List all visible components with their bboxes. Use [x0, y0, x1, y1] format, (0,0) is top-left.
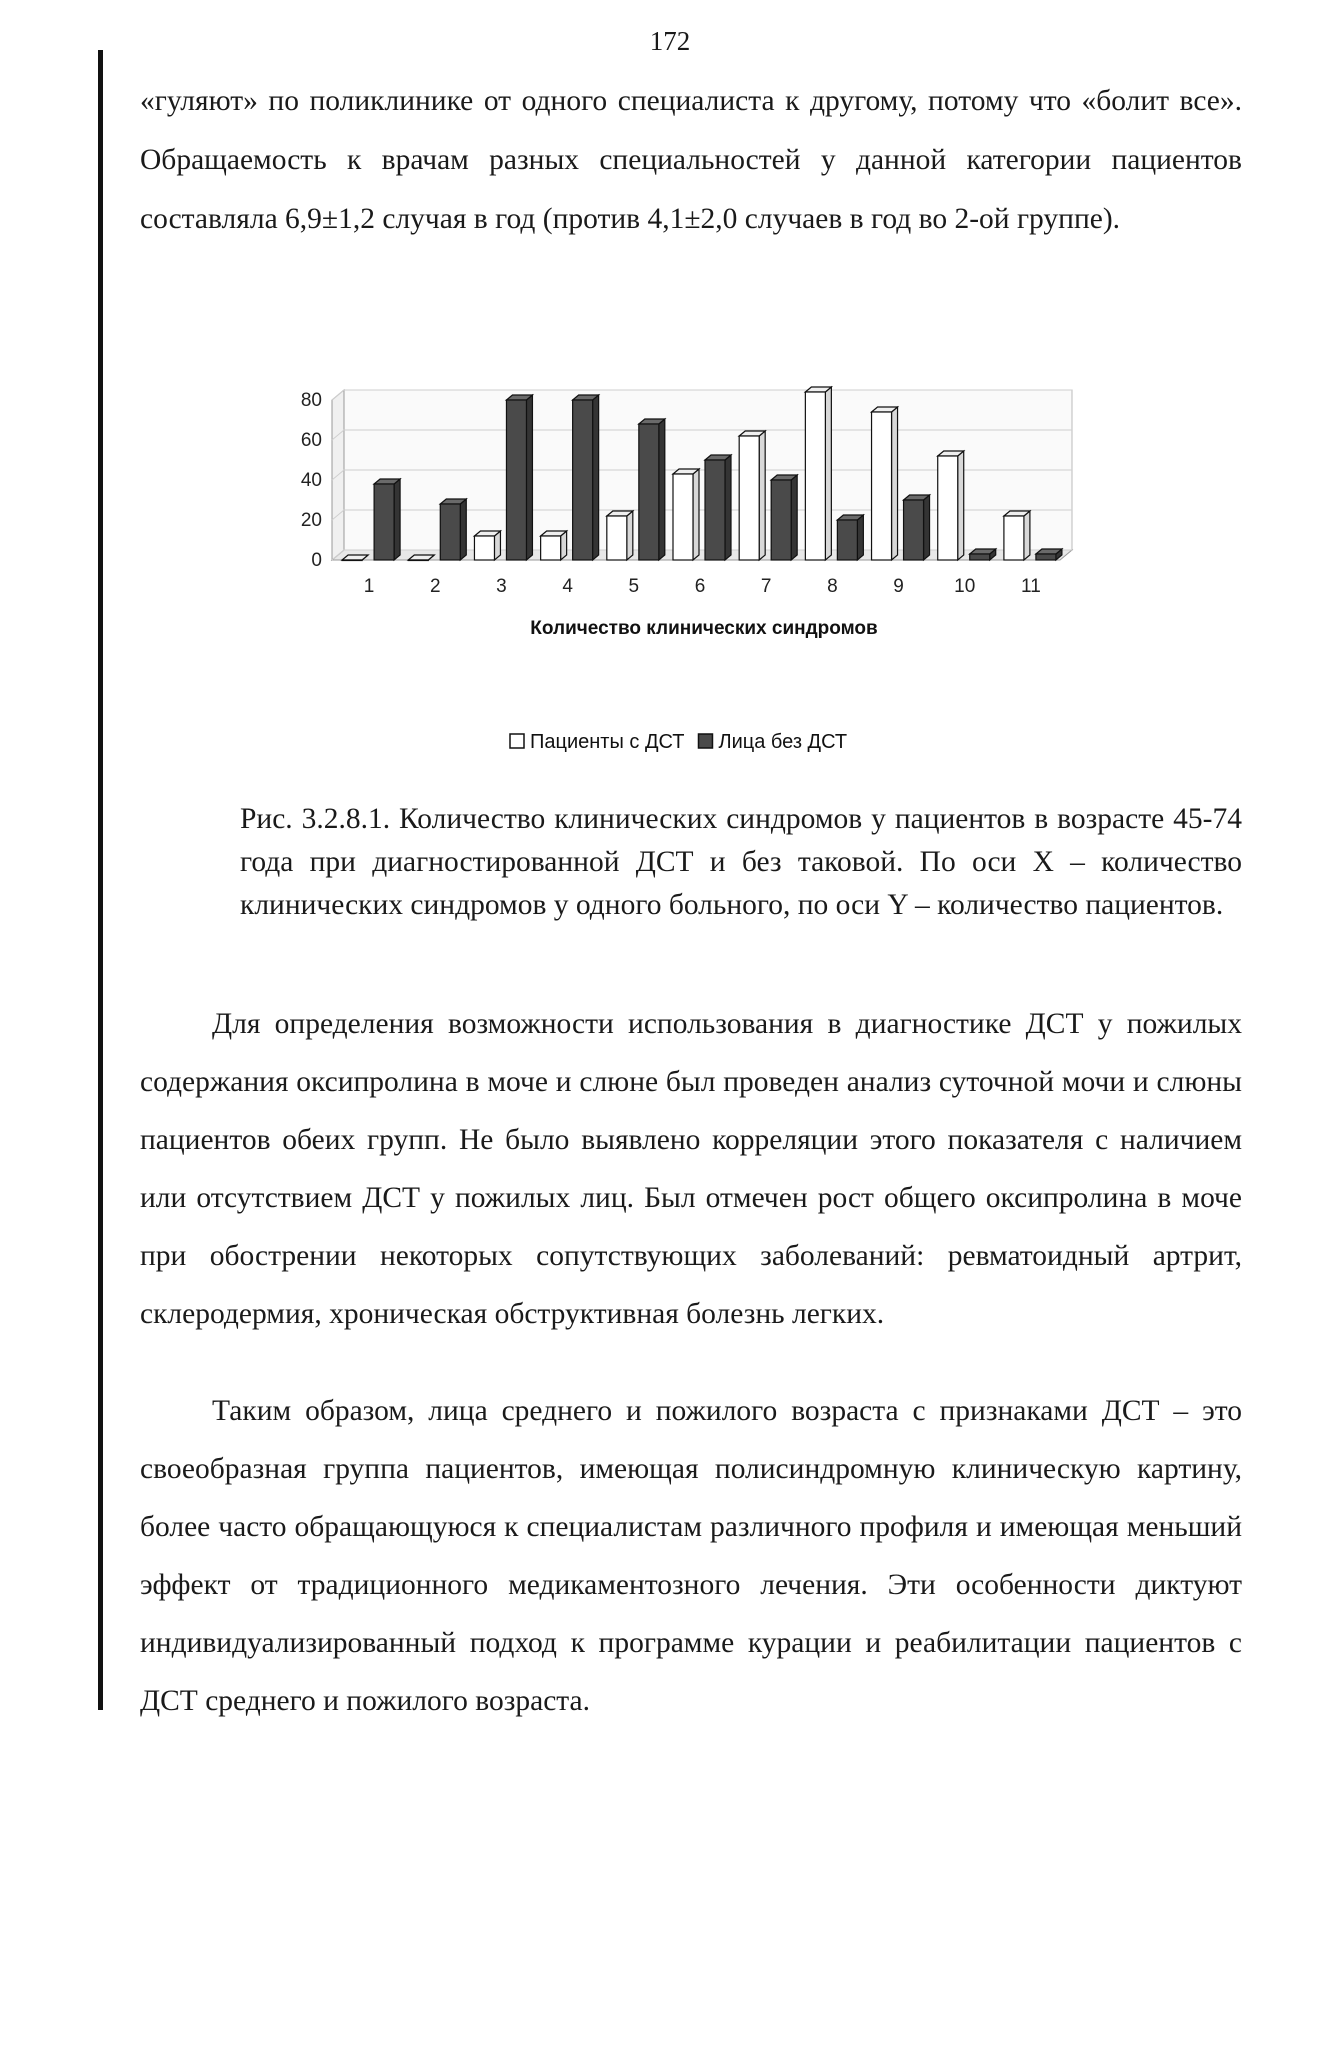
bar-side: [857, 515, 863, 560]
bar-side: [1024, 511, 1030, 560]
bar-front: [541, 536, 561, 560]
y-tick-label: 40: [300, 470, 322, 491]
bar-side: [394, 479, 400, 560]
x-tick-label: 10: [954, 576, 976, 597]
bar-side: [693, 469, 699, 560]
bar-side: [659, 419, 665, 560]
legend-swatch: [698, 734, 712, 748]
bar-side: [791, 475, 797, 560]
bar-front: [872, 412, 892, 560]
bar-side: [460, 499, 466, 560]
bar-dst-10: [938, 451, 964, 560]
bar-front: [904, 500, 924, 560]
bar-dst-6: [673, 469, 699, 560]
bar-front: [837, 520, 857, 560]
bar-side: [825, 387, 831, 560]
bar-side: [593, 395, 599, 560]
bar-front: [771, 480, 791, 560]
paragraph-2-text: Для определения возможности использования в диагностике ДСТ у пожилых содержания оксипролина в моче и слюне был проведен анализ суточной мочи и слюны пациентов обеих групп. Не было выявлено корреляции этого показателя с наличием или отсутствием ДСТ у пожилых лиц. Был отмечен рост общего оксипролина в моче при обострении некоторых сопутствующих заболеваний: ревматоидный артрит, склеродермия, хроническая обструктивная болезнь легких.: [140, 1008, 1242, 1330]
bar-no-dst-5: [639, 419, 665, 560]
bar-no-dst-3: [506, 395, 532, 560]
bar-dst-8: [805, 387, 831, 560]
x-tick-label: 1: [363, 576, 375, 597]
bar-front: [639, 424, 659, 560]
figure-chart: [270, 370, 1110, 780]
bar-dst-11: [1004, 511, 1030, 560]
y-axis-ticks: [301, 390, 322, 571]
x-tick-label: 11: [1021, 576, 1041, 597]
x-tick-label: 7: [760, 576, 772, 597]
bar-front: [970, 554, 990, 560]
bar-front: [1036, 554, 1056, 560]
bar-front: [440, 504, 460, 560]
legend-swatch: [510, 734, 524, 748]
x-tick-label: 5: [628, 576, 640, 597]
bar-no-dst-8: [837, 515, 863, 560]
bar-side: [892, 407, 898, 560]
bar-chart: [270, 370, 1110, 780]
bar-dst-7: [739, 431, 765, 560]
y-tick-label: 80: [300, 390, 322, 411]
x-tick-label: 9: [893, 576, 904, 597]
chart-legend: [510, 731, 847, 753]
bar-front: [506, 400, 526, 560]
bar-dst-3: [474, 531, 500, 560]
bar-side: [725, 455, 731, 560]
y-tick-label: 60: [300, 430, 322, 451]
y-tick-label: 20: [300, 510, 322, 531]
paragraph-1-text: «гуляют» по поликлинике от одного специалиста к другому, потому что «болит все». Обращаемость к врачам разных специальностей у данной категории пациентов составляла 6,9±1,2 случая в год (против 4,1±2,0 случаев в год во 2-ой группе).: [140, 85, 1242, 235]
y-tick-label: 0: [311, 550, 322, 571]
legend-label: Лица без ДСТ: [718, 731, 848, 753]
bar-dst-9: [872, 407, 898, 560]
paragraph-3-text: Таким образом, лица среднего и пожилого возраста с признаками ДСТ – это своеобразная группа пациентов, имеющая полисиндромную клиническую картину, более часто обращающуюся к специалистам различного профиля и имеющая меньший эффект от традиционного медикаментозного лечения. Эти особенности диктуют индивидуализированный подход к программе курации и реабилитации пациентов с ДСТ среднего и пожилого возраста.: [140, 1395, 1242, 1717]
bar-dst-5: [607, 511, 633, 560]
bar-front: [1004, 516, 1024, 560]
bar-front: [938, 456, 958, 560]
bar-front: [342, 560, 362, 561]
bar-side: [958, 451, 964, 560]
legend-item-0: [510, 731, 684, 753]
bar-side: [627, 511, 633, 560]
x-tick-label: 4: [562, 576, 573, 597]
bar-no-dst-9: [904, 495, 930, 560]
x-axis-title: Количество клинических синдромов: [530, 618, 878, 639]
bar-no-dst-4: [573, 395, 599, 560]
paragraph-2: [140, 995, 1242, 1343]
x-tick-label: 6: [694, 576, 706, 597]
paragraph-3: [140, 1382, 1242, 1730]
margin-bar: [98, 50, 103, 1710]
page-number: 172: [649, 26, 691, 56]
bar-no-dst-10: [970, 549, 996, 560]
legend-label: Пациенты с ДСТ: [530, 731, 685, 753]
bar-front: [673, 474, 693, 560]
bar-no-dst-2: [440, 499, 466, 560]
bar-front: [374, 484, 394, 560]
bar-no-dst-1: [374, 479, 400, 560]
bar-no-dst-11: [1036, 549, 1062, 560]
figure-caption: Рис. 3.2.8.1. Количество клинических синдромов у пациентов в возрасте 45-74 года при диагностированной ДСТ и без таковой. По оси X – количество клинических синдромов у одного больного, по оси Y – количество пациентов.: [240, 803, 1242, 921]
bar-front: [705, 460, 725, 560]
bar-front: [805, 392, 825, 560]
x-tick-label: 2: [429, 576, 441, 597]
x-tick-label: 8: [827, 576, 838, 597]
bar-side: [759, 431, 765, 560]
bar-side: [526, 395, 532, 560]
bar-no-dst-7: [771, 475, 797, 560]
paragraph-1: [140, 72, 1242, 249]
bar-no-dst-6: [705, 455, 731, 560]
bar-front: [739, 436, 759, 560]
bar-dst-4: [541, 531, 567, 560]
x-axis-ticks: [364, 576, 1041, 597]
bar-front: [573, 400, 593, 560]
bar-front: [607, 516, 627, 560]
legend-item-1: [698, 731, 847, 753]
bar-side: [924, 495, 930, 560]
x-tick-label: 3: [496, 576, 507, 597]
bar-front: [474, 536, 494, 560]
bar-front: [408, 560, 428, 561]
